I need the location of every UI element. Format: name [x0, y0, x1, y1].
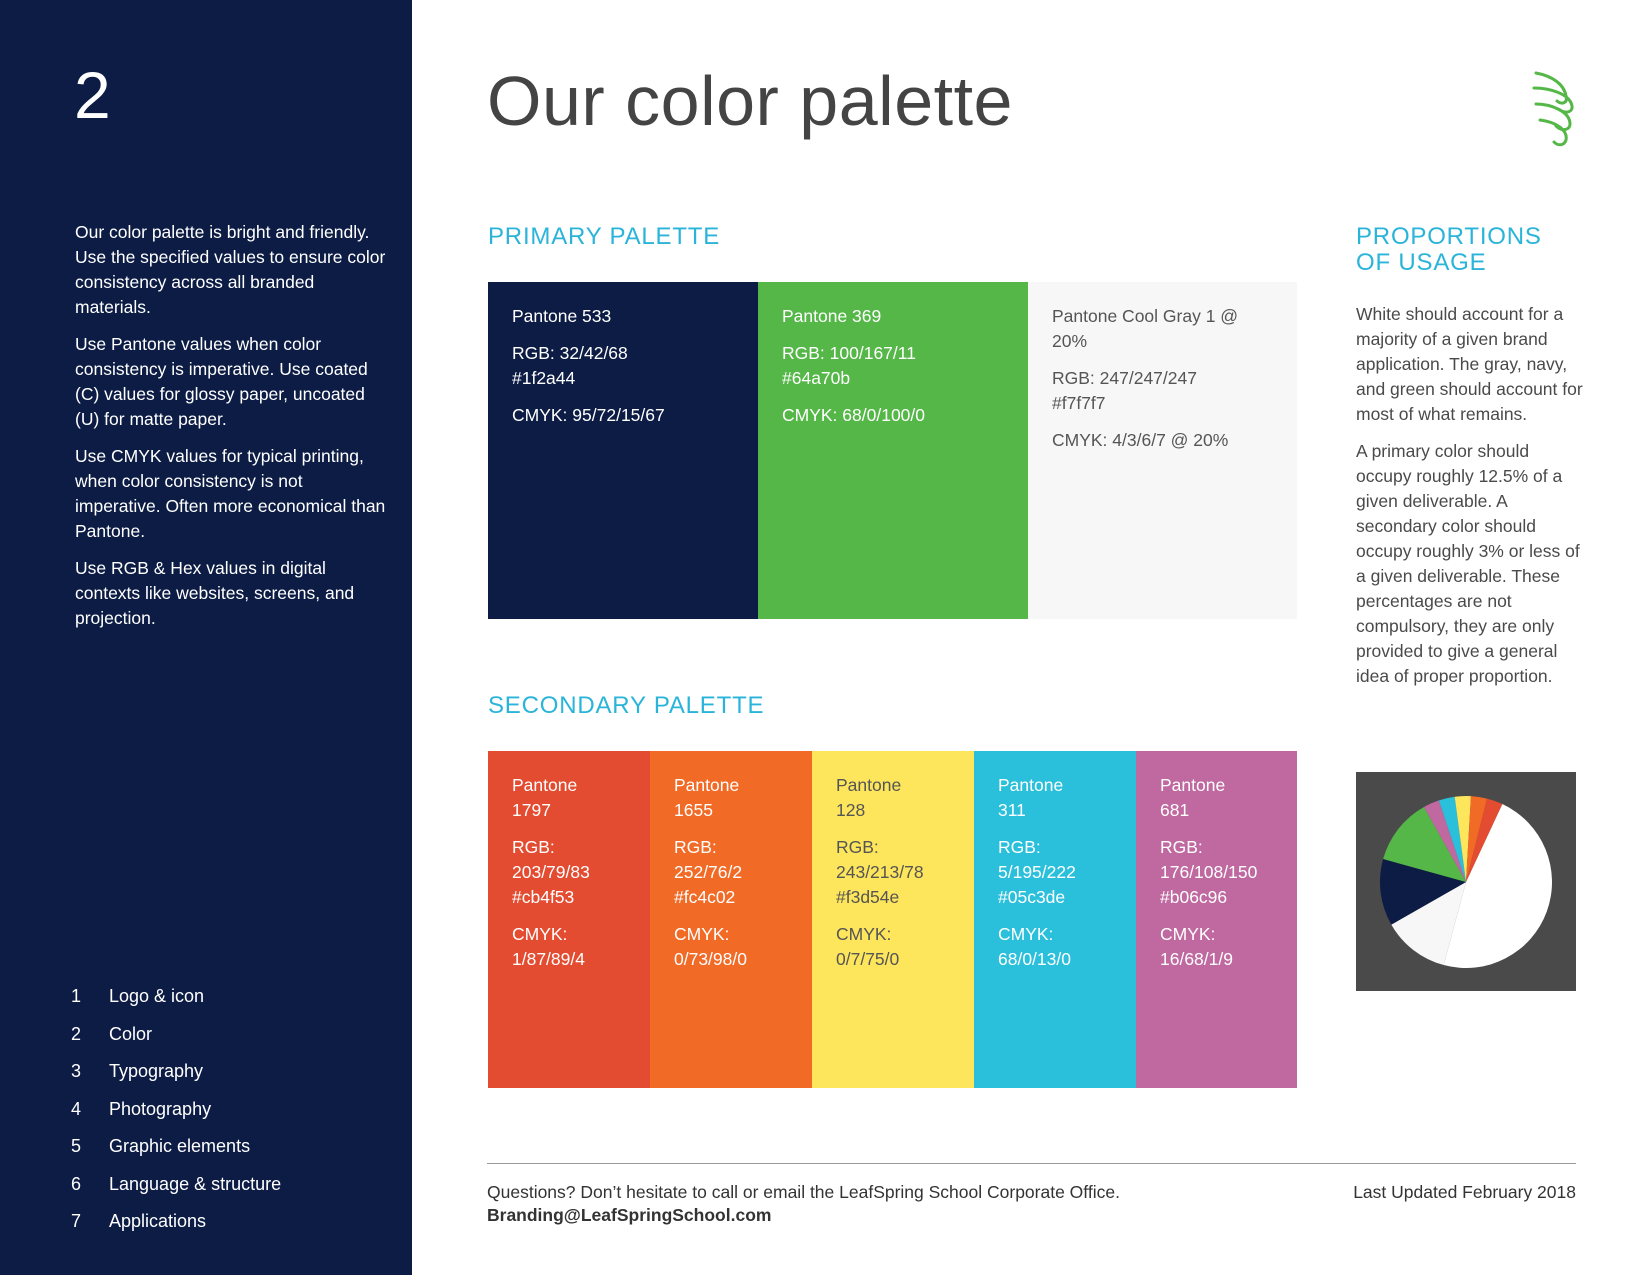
swatch-name: Pantone 1655 [674, 775, 740, 820]
nav-item-applications[interactable] [71, 1203, 401, 1241]
swatch-rgb: RGB: 247/247/247 [1052, 368, 1197, 388]
section-nav [71, 978, 401, 1241]
swatch-cmyk-value: 16/68/1/9 [1160, 949, 1233, 969]
swatch-rgb-hex [782, 341, 1004, 391]
secondary-swatch-311 [974, 751, 1136, 1088]
leaf-spiral-icon [1530, 70, 1578, 148]
swatch-name: Pantone 311 [998, 775, 1064, 820]
primary-palette-heading: PRIMARY PALETTE [488, 223, 721, 250]
swatch-rgb: RGB: 32/42/68 [512, 343, 628, 363]
page-title: Our color palette [487, 62, 1013, 140]
swatch-name: Pantone 369 [782, 306, 882, 326]
swatch-cmyk [836, 922, 950, 972]
proportions-heading [1356, 224, 1542, 276]
nav-number: 4 [71, 1098, 82, 1119]
swatch-cmyk: CMYK: 95/72/15/67 [512, 405, 665, 425]
swatch-rgb: 243/213/78 [836, 862, 924, 882]
swatch-name: Pantone 1797 [512, 775, 578, 820]
nav-number: 3 [71, 1061, 82, 1082]
swatch-rgb-hex [998, 835, 1112, 910]
footer-email-link[interactable]: Branding@LeafSpringSchool.com [487, 1205, 772, 1225]
sidebar-intro [75, 220, 387, 643]
swatch-rgb: 5/195/222 [998, 862, 1076, 882]
primary-swatch-pantone-533 [488, 282, 758, 619]
swatch-rgb-hex [674, 835, 788, 910]
swatch-cmyk-value: 0/7/75/0 [836, 949, 900, 969]
footer-question: Questions? Don’t hesitate to call or email the LeafSpring School Corporate Office. [487, 1182, 1120, 1202]
sidebar [0, 0, 412, 1275]
swatch-cmyk-label: CMYK: [1160, 924, 1216, 944]
intro-paragraph: Use CMYK values for typical printing, when color consistency is not imperative. Often more economical than Pantone. [75, 446, 386, 541]
swatch-cmyk: CMYK: 68/0/100/0 [782, 405, 925, 425]
nav-label: Photography [109, 1098, 212, 1119]
primary-swatch-pantone-369 [758, 282, 1028, 619]
swatch-hex: #05c3de [998, 887, 1066, 907]
swatch-cmyk: CMYK: 4/3/6/7 @ 20% [1052, 430, 1229, 450]
swatch-rgb: 176/108/150 [1160, 862, 1258, 882]
nav-label: Applications [109, 1211, 207, 1232]
nav-number: 1 [71, 986, 82, 1007]
footer-last-updated: Last Updated February 2018 [1353, 1182, 1576, 1202]
swatch-cmyk-value: 0/73/98/0 [674, 949, 747, 969]
swatch-rgb-label: RGB: [674, 837, 717, 857]
footer-divider [487, 1163, 1576, 1164]
swatch-cmyk-value: 68/0/13/0 [998, 949, 1071, 969]
nav-item-typography[interactable] [71, 1053, 401, 1091]
swatch-rgb-label: RGB: [998, 837, 1041, 857]
swatch-cmyk-label: CMYK: [836, 924, 892, 944]
nav-number: 6 [71, 1173, 82, 1194]
nav-number: 5 [71, 1136, 82, 1157]
swatch-cmyk [998, 922, 1112, 972]
swatch-rgb-label: RGB: [1160, 837, 1203, 857]
nav-label: Graphic elements [109, 1136, 251, 1157]
swatch-hex: #b06c96 [1160, 887, 1228, 907]
swatch-name: Pantone 128 [836, 775, 902, 820]
swatch-rgb: RGB: 100/167/11 [782, 343, 916, 363]
swatch-hex: #cb4f53 [512, 887, 575, 907]
secondary-swatch-128 [812, 751, 974, 1088]
nav-item-language[interactable] [71, 1166, 401, 1204]
swatch-rgb: 203/79/83 [512, 862, 590, 882]
swatch-rgb-hex [512, 341, 734, 391]
proportions-heading-line2: OF USAGE [1356, 249, 1487, 276]
swatch-name: Pantone Cool Gray 1 @ 20% [1052, 306, 1239, 351]
swatch-rgb-hex [1160, 835, 1273, 910]
swatch-hex: #64a70b [782, 368, 851, 388]
page-number: 2 [74, 58, 111, 132]
swatch-cmyk-value: 1/87/89/4 [512, 949, 585, 969]
swatch-name: Pantone 533 [512, 306, 612, 326]
secondary-swatch-1797 [488, 751, 650, 1088]
swatch-hex: #1f2a44 [512, 368, 576, 388]
proportions-text [1356, 302, 1586, 701]
swatch-hex: #f7f7f7 [1052, 393, 1106, 413]
nav-item-photography[interactable] [71, 1091, 401, 1129]
proportions-paragraph: White should account for a majority of a given brand application. The gray, navy, and green should account for most of what remains. [1356, 304, 1583, 424]
swatch-cmyk-label: CMYK: [512, 924, 568, 944]
swatch-name: Pantone 681 [1160, 775, 1226, 820]
swatch-rgb-hex [836, 835, 950, 910]
swatch-rgb-hex [1052, 366, 1257, 416]
secondary-swatch-1655 [650, 751, 812, 1088]
intro-paragraph: Our color palette is bright and friendly. Use the specified values to ensure color consistency across all branded materials. [75, 222, 386, 317]
intro-paragraph: Use RGB & Hex values in digital contexts like websites, screens, and projection. [75, 558, 355, 628]
nav-number: 2 [71, 1023, 82, 1044]
swatch-rgb: 252/76/2 [674, 862, 743, 882]
nav-label: Color [109, 1023, 153, 1044]
primary-swatch-cool-gray [1028, 282, 1297, 619]
swatch-rgb-label: RGB: [836, 837, 879, 857]
secondary-palette-heading: SECONDARY PALETTE [488, 692, 765, 719]
nav-item-logo[interactable] [71, 978, 401, 1016]
swatch-cmyk [1160, 922, 1273, 972]
swatch-rgb-hex [512, 835, 626, 910]
nav-label: Language & structure [109, 1173, 282, 1194]
swatch-cmyk-label: CMYK: [674, 924, 730, 944]
usage-pie-chart [1356, 772, 1576, 991]
swatch-hex: #fc4c02 [674, 887, 736, 907]
swatch-cmyk [512, 922, 626, 972]
swatch-cmyk [674, 922, 788, 972]
nav-label: Typography [109, 1061, 204, 1082]
nav-number: 7 [71, 1211, 82, 1232]
intro-paragraph: Use Pantone values when color consistency is imperative. Use coated (C) values for glossy paper, uncoated (U) for matte paper. [75, 334, 368, 429]
swatch-cmyk-label: CMYK: [998, 924, 1054, 944]
nav-item-graphic-elements[interactable] [71, 1128, 401, 1166]
nav-label: Logo & icon [109, 986, 205, 1007]
swatch-hex: #f3d54e [836, 887, 900, 907]
proportions-paragraph: A primary color should occupy roughly 12.5% of a given deliverable. A secondary color should occupy roughly 3% or less of a given deliverable. These percentages are not compulsory, they are only provided to give a general idea of proper proportion. [1356, 441, 1580, 686]
secondary-swatch-681 [1136, 751, 1297, 1088]
proportions-heading-line1: PROPORTIONS [1356, 223, 1542, 250]
nav-item-color[interactable] [71, 1016, 401, 1054]
pie-chart-svg [1356, 772, 1576, 991]
swatch-rgb-label: RGB: [512, 837, 555, 857]
